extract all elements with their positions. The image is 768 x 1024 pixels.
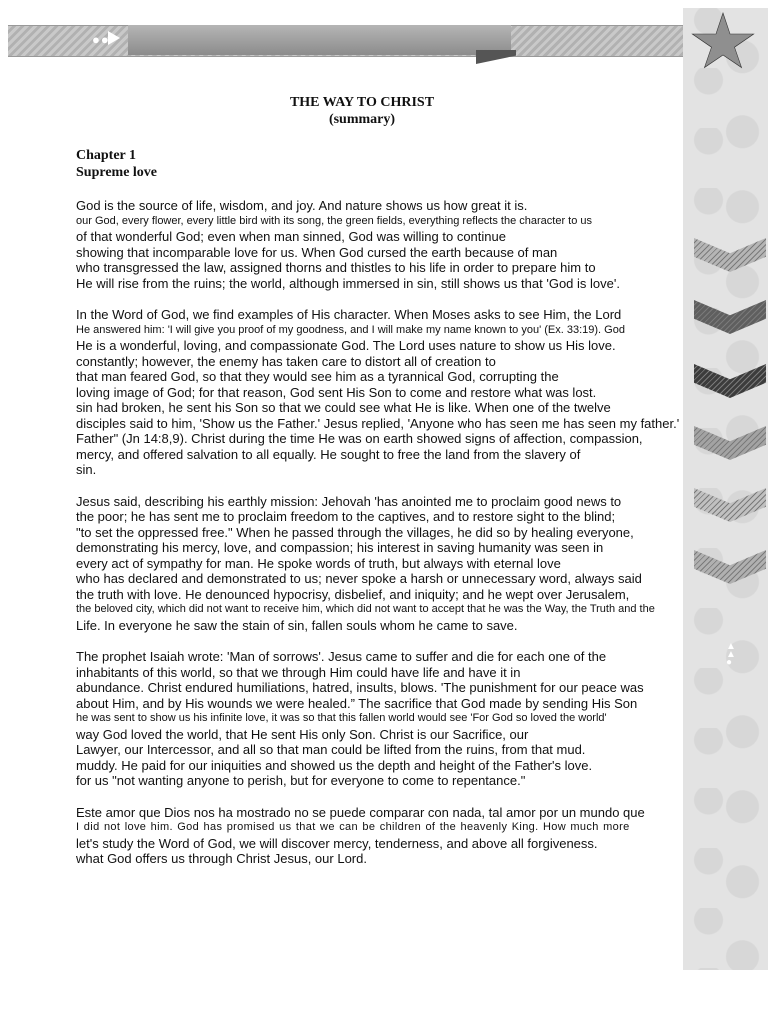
text-line: Father" (Jn 14:8,9). Christ during the time He was on earth showed signs of affection, compassion, (76, 431, 643, 446)
up-arrows-icon: ▲ ▲ ● (726, 641, 736, 668)
text-line: He will rise from the ruins; the world, although immersed in sin, still shows us that 'God is love'. (76, 275, 620, 291)
text-line: He is a wonderful, loving, and compassionate God. The Lord uses nature to show us His love. (76, 338, 616, 353)
text-line: who transgressed the law, assigned thorns and thistles to his life in order to prepare him to (76, 260, 596, 275)
chapter-number: Chapter 1 (76, 148, 137, 163)
text-line: Este amor que Dios nos ha mostrado no se puede comparar con nada, tal amor por un mundo que (76, 804, 645, 820)
text-line: he was sent to show us his infinite love, it was so that this fallen world would see 'For God so loved the world' (76, 712, 607, 724)
text-line: way God loved the world, that He sent His only Son. Christ is our Sacrifice, our (76, 726, 529, 742)
text-line: of that wonderful God; even when man sinned, God was willing to continue (76, 229, 506, 244)
arrow-right-icon (108, 31, 120, 45)
text-line: The prophet Isaiah wrote: 'Man of sorrows'. Jesus came to suffer and die for each one of the (76, 649, 607, 664)
text-line: God is the source of life, wisdom, and joy. And nature shows us how great it is. (76, 198, 528, 213)
text-line: what God offers us through Christ Jesus, our Lord. (76, 851, 367, 866)
text-line: who has declared and demonstrated to us; never spoke a harsh or unnecessary word, always said (76, 571, 642, 586)
document-body (76, 94, 688, 867)
text-line: sin. (76, 462, 97, 477)
document-title: THE WAY TO CHRIST (289, 95, 435, 110)
text-line: He answered him: 'I will give you proof of my goodness, and I will make my name known to you' (Ex. 33:19). God (76, 323, 625, 336)
paragraph (76, 198, 688, 291)
text-line: that man feared God, so that they would see him as a tyrannical God, corrupting the (76, 369, 559, 384)
text-line: loving image of God; for that reason, God sent His Son to come and restore what was lost. (76, 384, 597, 400)
text-line: abundance. Christ endured humiliations, hatred, insults, blows. 'The punishment for our peace was (76, 680, 644, 695)
text-line: about Him, and by His wounds we were healed.” The sacrifice that God made by sending His Son (76, 695, 638, 711)
text-line: let's study the Word of God, we will discover mercy, tenderness, and above all forgiveness. (76, 835, 598, 851)
text-line: for us "not wanting anyone to perish, but for everyone to come to repentance." (76, 773, 526, 788)
text-line: every act of sympathy for man. He spoke words of truth, but always with eternal love (76, 555, 561, 571)
chapter-title: Supreme love (76, 165, 158, 180)
paragraph (76, 307, 688, 478)
text-line: inhabitants of this world, so that we through Him could have life and have it in (76, 664, 521, 680)
text-line: the beloved city, which did not want to receive him, which did not want to accept that he was the Way, the Truth and the (76, 603, 655, 615)
text-line: showing that incomparable love for us. When God cursed the earth because of man (76, 244, 558, 260)
paragraph (76, 805, 688, 867)
text-line: disciples said to him, 'Show us the Father.' Jesus replied, 'Anyone who has seen me has seen my father.' (76, 415, 680, 431)
text-line: the truth with love. He denounced hypocrisy, disbelief, and iniquity; and he wept over Jerusalem, (76, 586, 630, 602)
paragraphs (76, 198, 688, 867)
text-line: Jesus said, describing his earthly mission: Jehovah 'has anointed me to proclaim good news to (76, 493, 622, 509)
text-line: In the Word of God, we find examples of His character. When Moses asks to see Him, the Lord (76, 307, 622, 322)
text-line: our God, every flower, every little bird with its song, the green fields, everything reflects the character to us (76, 214, 593, 227)
text-line: mercy, and offered salvation to all equally. He sought to free the land from the slavery of (76, 446, 581, 462)
header-banner-tab (476, 50, 516, 64)
document-subtitle: (summary) (328, 112, 396, 127)
text-line: Life. In everyone he saw the stain of sin, fallen souls whom he came to save. (76, 617, 518, 633)
text-line: muddy. He paid for our iniquities and showed us the depth and height of the Father's love. (76, 757, 593, 773)
text-line: the poor; he has sent me to proclaim freedom to the captives, and to restore sight to the blind; (76, 509, 616, 524)
text-line: "to set the oppressed free." When he passed through the villages, he did so by healing everyone, (76, 524, 634, 540)
paragraph (76, 494, 688, 634)
text-line: sin had broken, he sent his Son so that we could see what He is like. When one of the twelve (76, 400, 611, 415)
header-banner-band (128, 25, 511, 55)
paragraph (76, 649, 688, 789)
text-line: I did not love him. God has promised us that we can be children of the heavenly King. How much more (76, 821, 630, 833)
text-line: constantly; however, the enemy has taken care to distort all of creation to (76, 353, 496, 369)
text-line: Lawyer, our Intercessor, and all so that man could be lifted from the ruins, from that mud. (76, 742, 586, 757)
dots-icon: ●● (92, 32, 110, 47)
text-line: demonstrating his mercy, love, and compassion; his interest in saving humanity was seen in (76, 540, 604, 555)
